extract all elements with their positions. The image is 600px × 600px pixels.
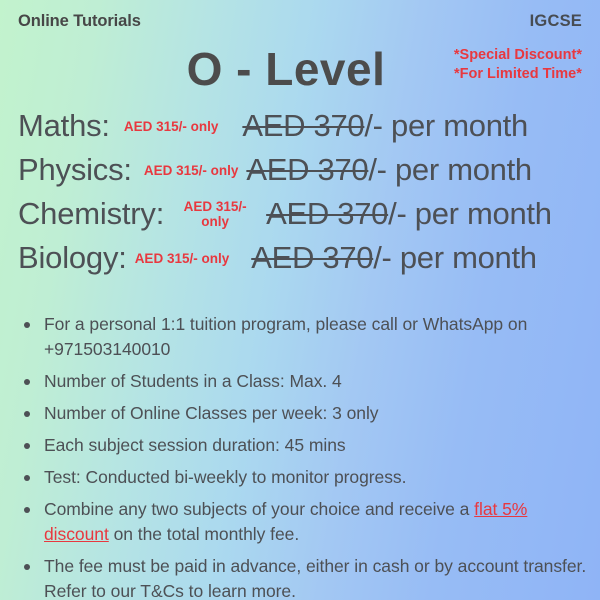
brand-title: Online Tutorials — [18, 11, 141, 30]
note-text-pre: Combine any two subjects of your choice and receive a — [44, 499, 475, 519]
board-label: IGCSE — [529, 11, 582, 30]
list-item: Number of Online Classes per week: 3 only — [18, 401, 590, 426]
page-title: O - Level — [186, 43, 386, 95]
discount-line-2: *For Limited Time* — [454, 66, 582, 82]
original-price: AED 370 — [246, 152, 369, 187]
subject-row-biology — [0, 236, 600, 280]
list-item: Test: Conducted bi-weekly to monitor progress. — [18, 465, 590, 490]
subject-name: Chemistry: — [18, 196, 165, 231]
price-period: /- per month — [364, 108, 528, 143]
list-item: Each subject session duration: 45 mins — [18, 433, 590, 458]
terms-list — [18, 312, 590, 600]
list-item: The fee must be paid in advance, either in cash or by account transfer. Refer to our T&Cs to learn more. — [18, 554, 590, 600]
original-price: AED 370 — [242, 108, 365, 143]
offer-price-badge: AED 315/- only — [183, 199, 247, 229]
title-row — [0, 40, 600, 98]
note-text-post: on the total monthly fee. — [108, 524, 300, 544]
subject-name: Physics: — [18, 152, 132, 187]
discount-highlight: flat 5% discount — [44, 499, 528, 544]
offer-price-badge: AED 315/- only — [134, 250, 230, 266]
price-period: /- per month — [388, 196, 552, 231]
subject-row-maths — [0, 104, 600, 148]
special-discount-badge — [454, 46, 582, 84]
subject-row-physics — [0, 148, 600, 192]
original-price: AED 370 — [266, 196, 389, 231]
list-item: Number of Students in a Class: Max. 4 — [18, 369, 590, 394]
subject-name: Maths: — [18, 108, 110, 143]
subject-row-chemistry — [0, 192, 600, 236]
subject-price-list — [0, 104, 600, 280]
offer-price-badge: AED 315/- only — [143, 162, 239, 178]
price-period: /- per month — [368, 152, 532, 187]
offer-price-badge: AED 315/- only — [123, 118, 219, 134]
poster-header — [0, 8, 600, 34]
discount-line-1: *Special Discount* — [453, 47, 582, 63]
subject-name: Biology: — [18, 240, 127, 275]
list-item-discount — [18, 497, 590, 547]
price-period: /- per month — [373, 240, 537, 275]
list-item: For a personal 1:1 tuition program, please call or WhatsApp on +971503140010 — [18, 312, 590, 362]
original-price: AED 370 — [251, 240, 374, 275]
